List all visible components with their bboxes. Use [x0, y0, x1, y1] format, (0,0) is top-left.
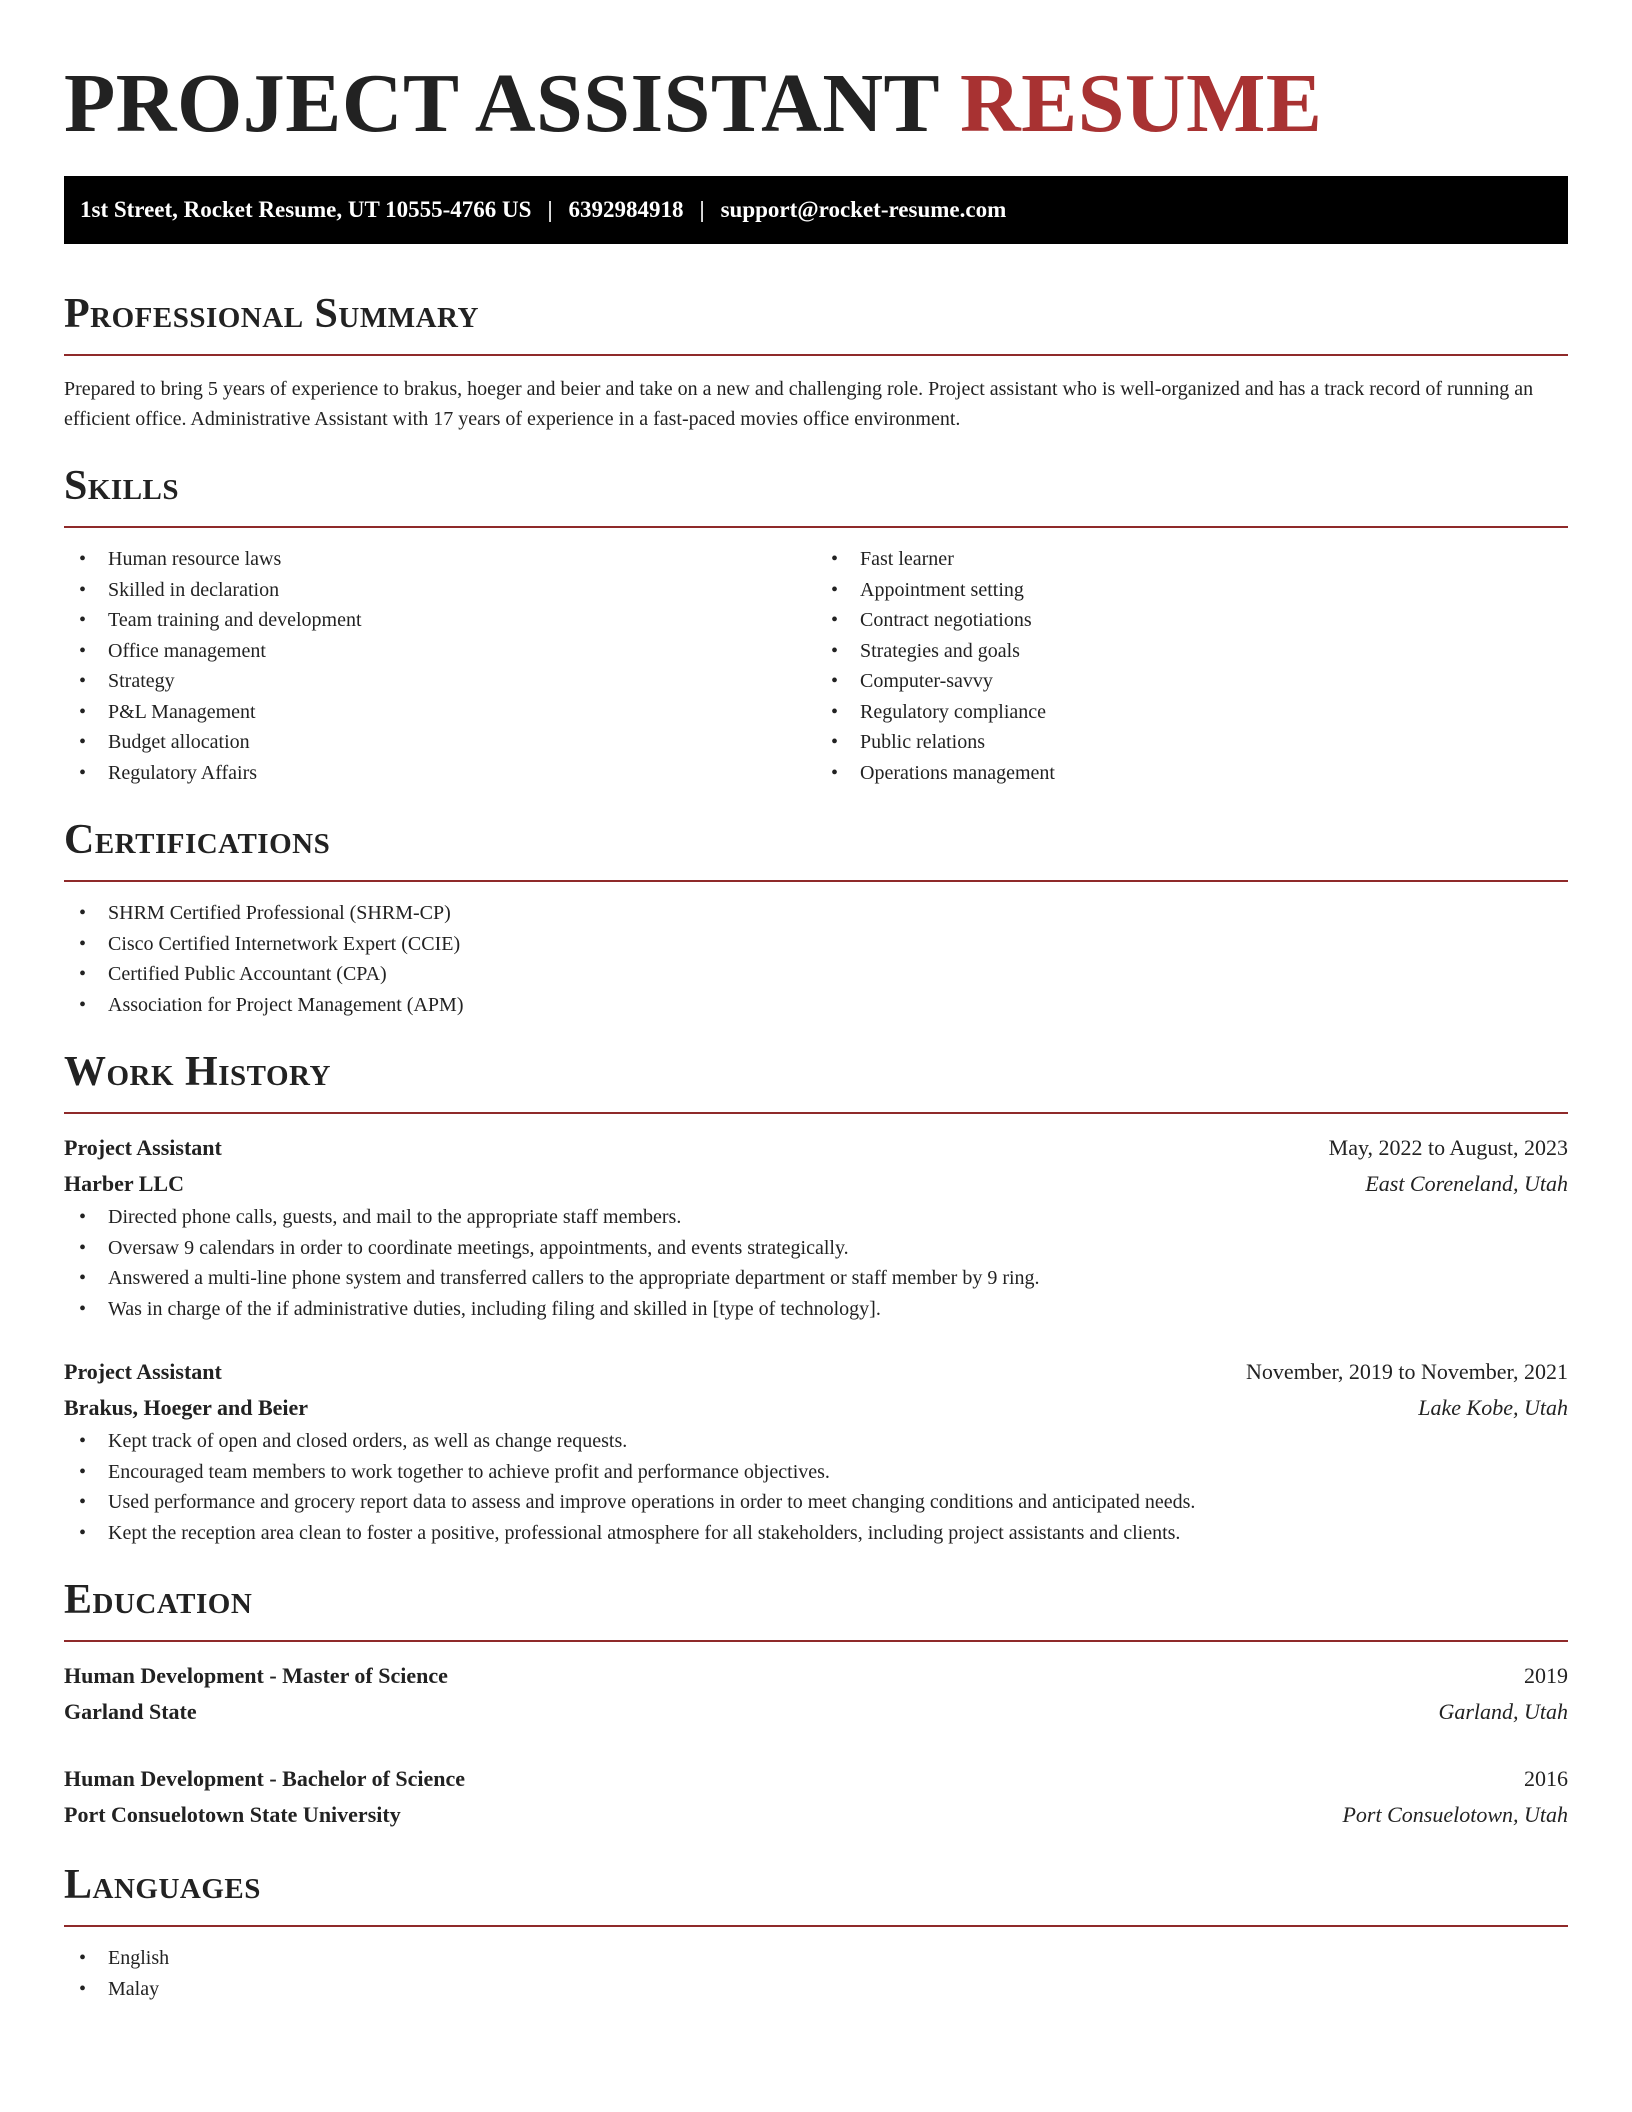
job-company-row — [64, 1390, 1568, 1426]
skill-item: • Regulatory Affairs — [64, 758, 816, 789]
work-history-section — [64, 1046, 1568, 1548]
job-header-row — [64, 1354, 1568, 1390]
section-divider — [64, 354, 1568, 356]
education-location: Garland, Utah — [1438, 1699, 1568, 1724]
section-divider — [64, 1925, 1568, 1927]
contact-email: support@rocket-resume.com — [720, 197, 1007, 222]
job-entry — [64, 1354, 1568, 1548]
section-divider — [64, 1640, 1568, 1642]
section-divider — [64, 880, 1568, 882]
job-duty-item: • Answered a multi-line phone system and transferred callers to the appropriate department or staff member by 9 ring. — [64, 1263, 1568, 1294]
skills-heading: Skills — [64, 463, 180, 509]
education-school-row — [64, 1797, 1568, 1833]
skill-item: • Human resource laws — [64, 544, 816, 575]
job-company: Harber LLC — [64, 1171, 184, 1196]
resume-title — [64, 58, 1568, 150]
skill-item: • Team training and development — [64, 605, 816, 636]
skill-item: • Computer-savvy — [816, 666, 1568, 697]
skill-item: • Appointment setting — [816, 575, 1568, 606]
certifications-section — [64, 814, 1568, 1020]
section-divider — [64, 526, 1568, 528]
job-title: Project Assistant — [64, 1359, 222, 1384]
skills-section — [64, 460, 1568, 788]
skill-item: • P&L Management — [64, 697, 816, 728]
education-location: Port Consuelotown, Utah — [1342, 1802, 1568, 1827]
certification-item: • Association for Project Management (APM) — [64, 990, 1568, 1021]
education-header-row — [64, 1761, 1568, 1797]
certifications-heading: Certifications — [64, 817, 331, 863]
education-school: Garland State — [64, 1699, 197, 1724]
section-divider — [64, 1112, 1568, 1114]
education-entry — [64, 1658, 1568, 1730]
job-title: Project Assistant — [64, 1135, 222, 1160]
skill-item: • Contract negotiations — [816, 605, 1568, 636]
language-item: • English — [64, 1943, 1568, 1974]
job-duty-item: • Kept the reception area clean to foster a positive, professional atmosphere for all stakeholders, including project assistants and clients. — [64, 1518, 1568, 1549]
job-duty-item: • Oversaw 9 calendars in order to coordinate meetings, appointments, and events strategically. — [64, 1233, 1568, 1264]
skill-item: • Fast learner — [816, 544, 1568, 575]
education-header-row — [64, 1658, 1568, 1694]
work-history-heading: Work History — [64, 1049, 331, 1095]
languages-section — [64, 1859, 1568, 2004]
job-location: Lake Kobe, Utah — [1418, 1395, 1568, 1420]
skill-item: • Skilled in declaration — [64, 575, 816, 606]
education-school-row — [64, 1694, 1568, 1730]
education-degree: Human Development - Master of Science — [64, 1663, 448, 1688]
job-duty-item: • Was in charge of the if administrative duties, including filing and skilled in [type of technology]. — [64, 1294, 1568, 1325]
summary-heading: Professional Summary — [64, 291, 479, 337]
skill-item: • Office management — [64, 636, 816, 667]
education-degree: Human Development - Bachelor of Science — [64, 1766, 466, 1791]
contact-address: 1st Street, Rocket Resume, UT 10555-4766 US — [80, 197, 532, 222]
certification-item: • Certified Public Accountant (CPA) — [64, 959, 1568, 990]
skill-item: • Public relations — [816, 727, 1568, 758]
job-dates: May, 2022 to August, 2023 — [1328, 1135, 1568, 1160]
skills-list-right — [816, 544, 1568, 788]
skill-item: • Strategies and goals — [816, 636, 1568, 667]
skill-item: • Operations management — [816, 758, 1568, 789]
job-location: East Coreneland, Utah — [1365, 1171, 1568, 1196]
skill-item: • Strategy — [64, 666, 816, 697]
language-item: • Malay — [64, 1974, 1568, 2005]
title-main: PROJECT ASSISTANT — [64, 57, 939, 150]
job-company: Brakus, Hoeger and Beier — [64, 1395, 309, 1420]
contact-bar — [64, 176, 1568, 244]
title-accent: RESUME — [960, 57, 1323, 150]
summary-text: Prepared to bring 5 years of experience to brakus, hoeger and beier and take on a new and challenging role. Project assistant who is well-organized and has a track record of running an efficient office. Administrative Assistant with 17 years of experience in a fast-paced movies office environment. — [64, 378, 1534, 430]
education-school: Port Consuelotown State University — [64, 1802, 401, 1827]
certification-item: • SHRM Certified Professional (SHRM-CP) — [64, 898, 1568, 929]
contact-separator: | — [699, 197, 705, 222]
skill-item: • Regulatory compliance — [816, 697, 1568, 728]
contact-separator: | — [547, 197, 553, 222]
job-dates: November, 2019 to November, 2021 — [1245, 1359, 1568, 1384]
skill-item: • Budget allocation — [64, 727, 816, 758]
contact-phone: 6392984918 — [568, 197, 684, 222]
certifications-list — [64, 898, 1568, 1020]
job-duty-item: • Kept track of open and closed orders, as well as change requests. — [64, 1426, 1568, 1457]
job-duty-item: • Directed phone calls, guests, and mail to the appropriate staff members. — [64, 1202, 1568, 1233]
education-year: 2016 — [1524, 1766, 1568, 1791]
education-entry — [64, 1761, 1568, 1833]
education-year: 2019 — [1524, 1663, 1568, 1688]
job-duty-item: • Used performance and grocery report data to assess and improve operations in order to meet changing conditions and anticipated needs. — [64, 1487, 1568, 1518]
languages-heading: Languages — [64, 1862, 261, 1908]
job-entry — [64, 1130, 1568, 1324]
skills-grid — [64, 544, 1568, 788]
certification-item: • Cisco Certified Internetwork Expert (CCIE) — [64, 929, 1568, 960]
education-section — [64, 1574, 1568, 1833]
skills-list-left — [64, 544, 816, 788]
job-duty-item: • Encouraged team members to work together to achieve profit and performance objectives. — [64, 1457, 1568, 1488]
job-company-row — [64, 1166, 1568, 1202]
summary-section — [64, 288, 1568, 434]
job-duties-list — [64, 1202, 1568, 1324]
languages-list — [64, 1943, 1568, 2004]
education-heading: Education — [64, 1577, 253, 1623]
job-header-row — [64, 1130, 1568, 1166]
job-duties-list — [64, 1426, 1568, 1548]
